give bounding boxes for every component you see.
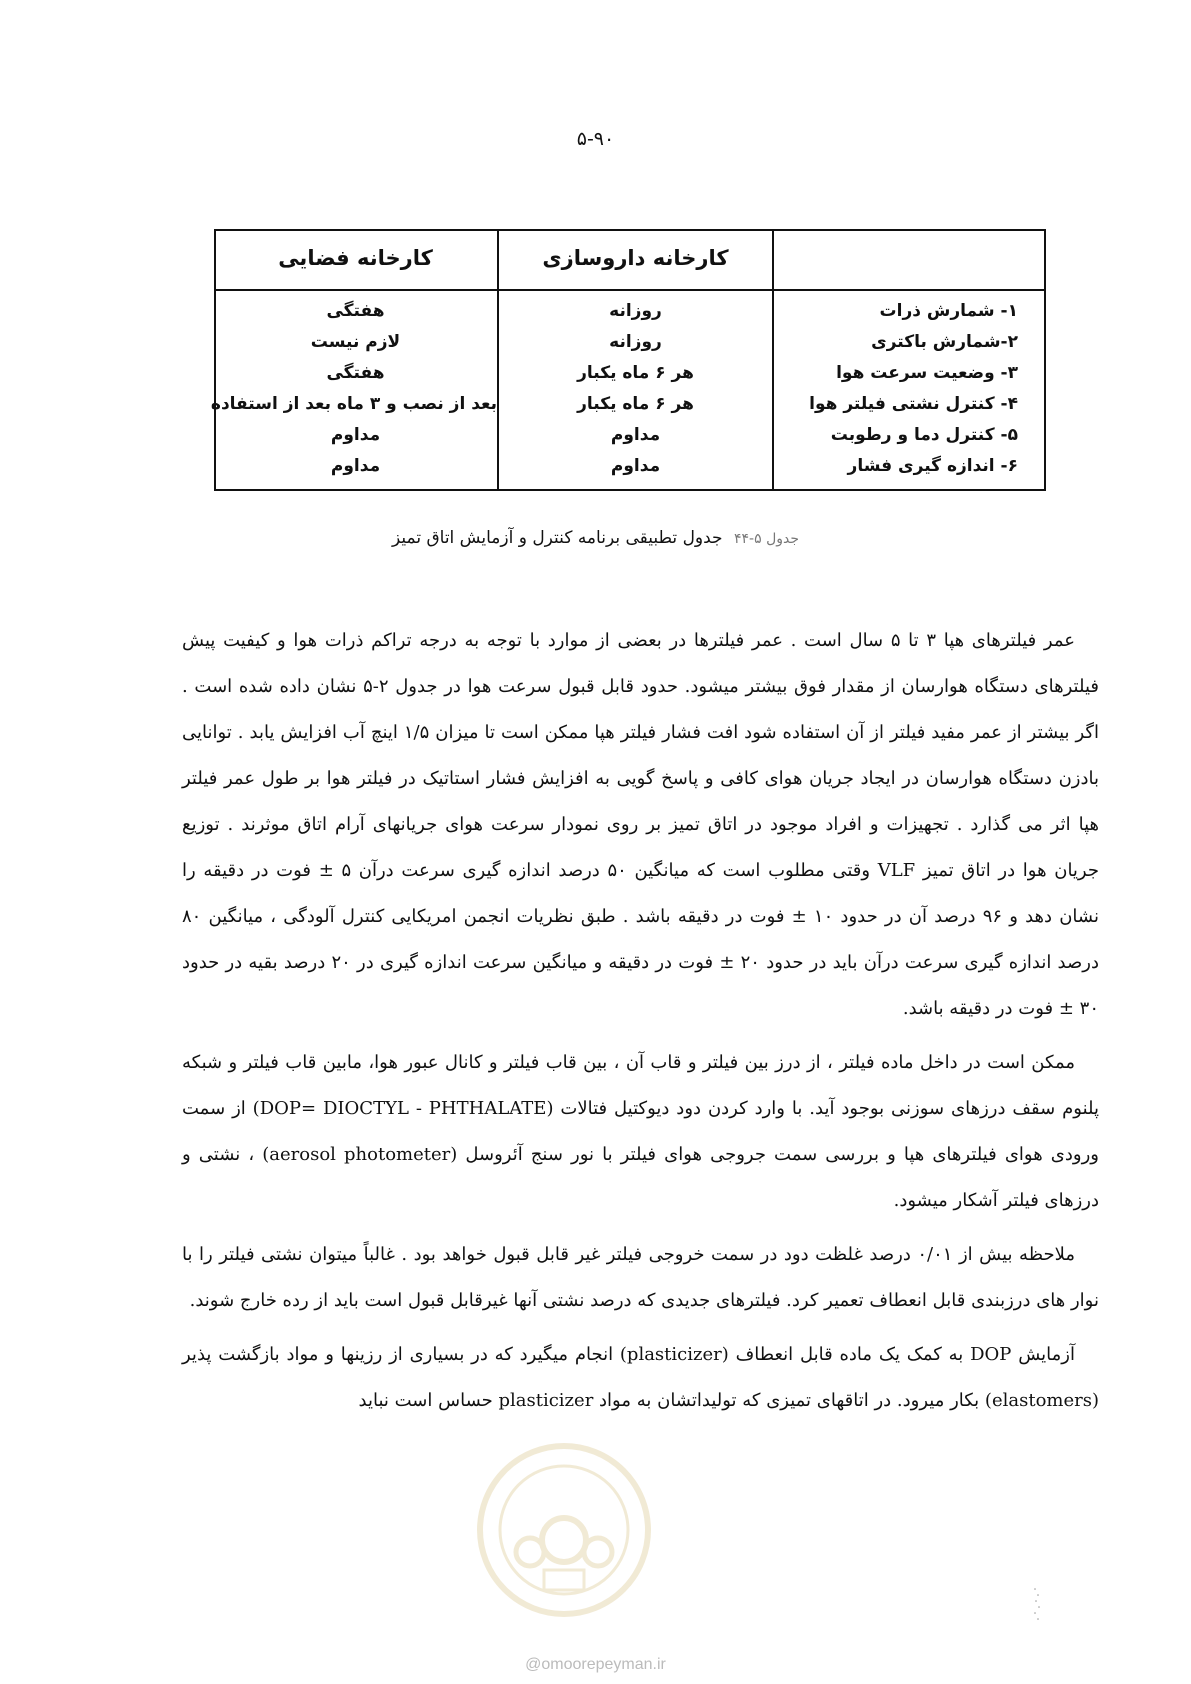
row-pharma: مداوم xyxy=(610,425,661,445)
seal-watermark-icon xyxy=(474,1440,654,1620)
row-item: ۵- کنترل دما و رطوبت xyxy=(830,425,1018,445)
row-space: لازم نیست xyxy=(310,332,401,352)
caption-text: جدول تطبیقی برنامه کنترل و آزمایش اتاق تمیز xyxy=(391,528,723,548)
paragraph: ملاحظه بیش از ۰/۰۱ درصد غلظت دود در سمت خروجی فیلتر غیر قابل قبول خواهد بود . غالباً میتوان نشتی فیلتر را با نوار های درزبندی قابل انعطاف تعمیر کرد. فیلترهای جدیدی که درصد نشتی آنها غیرقابل قبول است باید از رده خارج شوند. xyxy=(182,1244,1099,1311)
watermark-url: @omoorepeyman.ir xyxy=(525,1656,666,1673)
row-pharma: هر ۶ ماه یکبار xyxy=(577,363,694,383)
paragraph: عمر فیلترهای هپا ۳ تا ۵ سال است . عمر فیلترها در بعضی از موارد با توجه به درجه تراکم ذرات هوا و کیفیت پیش فیلترهای دستگاه هوارسان از مقدار فوق بیشتر میشود. حدود قابل قبول سرعت هوا در جدول ۲-۵ نشان داده شده است . اگر بیشتر از عمر مفید فیلتر از آن استفاده شود افت فشار فیلتر هپا ممکن است تا میزان ۱/۵ اینچ آب افزایش یابد . توانایی بادزن دستگاه هوارسان در ایجاد جریان هوای کافی و پاسخ گویی به افزایش فشار استاتیک در فیلتر هوا بر طول عمر فیلتر هپا اثر می گذارد . تجهیزات و افراد موجود در اتاق تمیز بر روی نمودار سرعت هوای جریانهای آرام اتاق موثرند . توزیع جریان هوا در اتاق تمیز VLF وقتی مطلوب است که میانگین ۵۰ درصد اندازه گیری سرعت درآن ۵ ± فوت در دقیقه را نشان دهد و ۹۶ درصد آن در حدود ۱۰ ± فوت در دقیقه باشد . طبق نظریات انجمن امریکایی کنترل آلودگی ، میانگین ۸۰ درصد اندازه گیری سرعت درآن باید در حدود ۲۰ ± فوت در دقیقه و میانگین سرعت اندازه گیری در ۲۰ درصد بقیه در حدود ۳۰ ± فوت در دقیقه باشد. xyxy=(182,630,1099,1019)
table-row xyxy=(216,301,1044,332)
row-pharma: هر ۶ ماه یکبار xyxy=(577,394,694,414)
comparison-table xyxy=(210,229,1046,491)
row-space: بعد از نصب و ۳ ماه بعد از استفاده xyxy=(210,394,497,414)
scan-noise-icon xyxy=(1033,1585,1041,1625)
row-space: هفتگی xyxy=(326,301,385,321)
table-row xyxy=(216,332,1044,363)
header-divider xyxy=(216,289,1044,291)
body-text xyxy=(182,618,1099,1432)
table-row xyxy=(216,425,1044,456)
table-body xyxy=(210,301,1044,487)
row-item: ۳- وضعیت سرعت هوا xyxy=(836,363,1018,383)
caption-label: جدول ۵-۴۴ xyxy=(733,531,800,547)
row-space: مداوم xyxy=(330,425,381,445)
row-pharma: روزانه xyxy=(609,301,662,321)
header-pharma: کارخانه داروسازی xyxy=(542,246,729,270)
row-space: هفتگی xyxy=(326,363,385,383)
header-space: کارخانه فضایی xyxy=(278,246,433,270)
table-row xyxy=(216,456,1044,487)
row-space: مداوم xyxy=(330,456,381,476)
paragraph: آزمایش DOP به کمک یک ماده قابل انعطاف (plasticizer) انجام میگیرد که در بسیاری از رزینها و مواد بازگشت پذیر (elastomers) بکار میرود. در اتاقهای تمیزی که تولیداتشان به مواد plasticizer حساس است نباید xyxy=(182,1344,1099,1411)
row-pharma: مداوم xyxy=(610,456,661,476)
page-number: ۵-۹۰ xyxy=(576,128,615,150)
row-pharma: روزانه xyxy=(609,332,662,352)
row-item: ۱- شمارش ذرات xyxy=(879,301,1018,321)
table-caption xyxy=(0,528,1191,548)
paragraph: ممکن است در داخل ماده فیلتر ، از درز بین فیلتر و قاب آن ، بین قاب فیلتر و کانال عبور هوا، مابین قاب فیلتر و شبکه پلنوم سقف درزهای سوزنی بوجود آید. با وارد کردن دود دیوکتیل فتالات (DOP= DIOCTYL - PHTHALATE) از سمت ورودی هوای فیلترهای هپا و بررسی سمت جروجی هوای فیلتر با نور سنج آئروسل (aerosol photometer) ، نشتی و درزهای فیلتر آشکار میشود. xyxy=(182,1052,1099,1211)
row-item: ۶- اندازه گیری فشار xyxy=(847,456,1018,476)
table-row xyxy=(216,363,1044,394)
row-item: ۲-شمارش باکتری xyxy=(871,332,1018,352)
row-item: ۴- کنترل نشتی فیلتر هوا xyxy=(809,394,1018,414)
table-row xyxy=(210,394,1044,425)
